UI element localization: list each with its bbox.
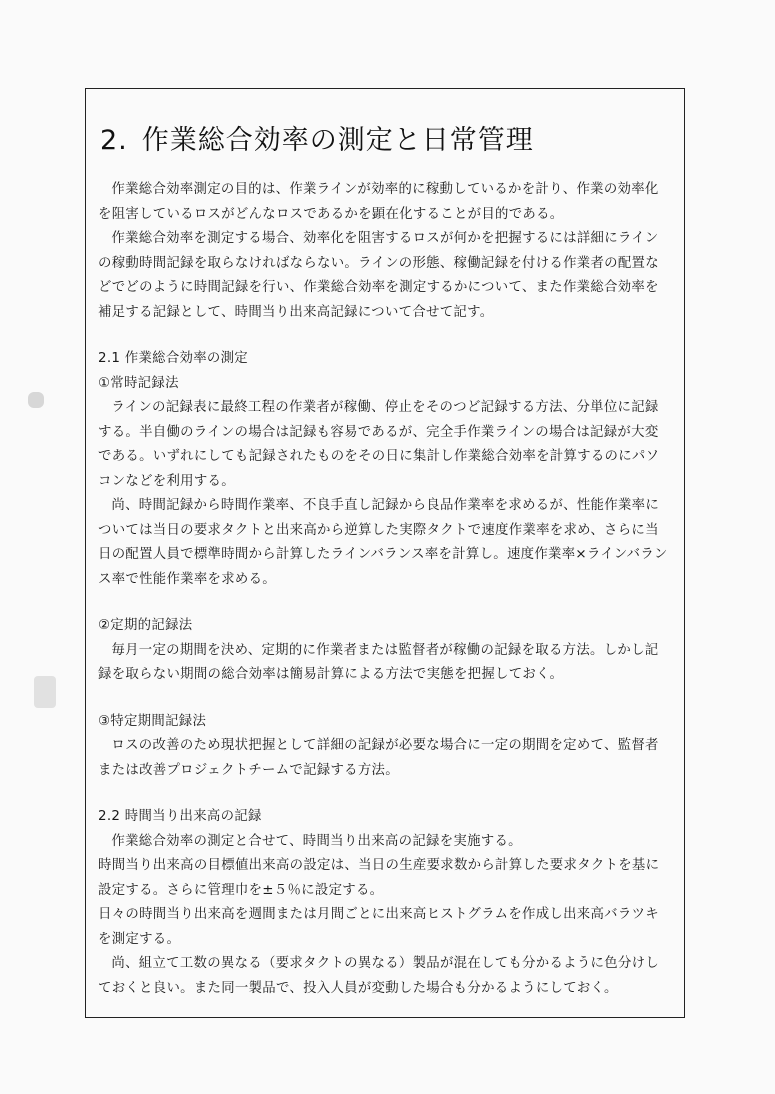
scan-mark	[34, 676, 56, 708]
scan-mark	[28, 392, 44, 408]
section-heading-2-1: 2.1 作業総合効率の測定	[98, 351, 248, 366]
method-paragraph: ロスの改善のため現状把握として詳細の記録が必要な場合に一定の期間を定めて、監督者または改善プロジェクトチームで記録する方法。	[98, 738, 659, 778]
method-heading-2: ②定期的記録法	[98, 618, 193, 633]
section-heading-2-2: 2.2 時間当り出来高の記録	[98, 809, 262, 824]
intro-paragraph: 作業総合効率を測定する場合、効率化を阻害するロスが何かを把握するには詳細にラインの稼動時間記録を取らなければならない。ラインの形態、稼働記録を付ける作業者の配置などでどのように時間記録を行い、作業総合効率を測定するかについて、また作業総合効率を補足する記録として、時間当り出来高記録について合せて記す。	[98, 231, 659, 320]
title-text: 作業総合効率の測定と日常管理	[141, 125, 534, 156]
section-lead: 作業総合効率の測定と合せて、時間当り出来高の記録を実施する。	[111, 833, 522, 849]
title-number: 2.	[100, 125, 128, 156]
section-closing: 尚、組立て工数の異なる（要求タクトの異なる）製品が混在しても分かるように色分けしておくと良い。また同一製品で、投入人員が変動した場合も分かるようにしておく。	[98, 956, 660, 996]
method-heading-1: ①常時記録法	[98, 375, 179, 391]
method-paragraph: ラインの記録表に最終工程の作業者が稼働、停止をそのつど記録する方法、分単位に記録する。半自働のラインの場合は記録も容易であるが、完全手作業ラインの場合は記録が大変である。いずれにしても記録されたものをその日に集計し作業総合効率を計算するのにパソコンなどを利用する。	[98, 400, 660, 489]
method-paragraph: 尚、時間記録から時間作業率、不良手直し記録から良品作業率を求めるが、性能作業率については当日の要求タクトと出来高から逆算した実際タクトで速度作業率を求め、さらに当日の配置人員で標準時間から計算したラインバランス率を計算し。速度作業率×ラインバランス率で性能作業率を求める。	[98, 498, 668, 587]
intro-paragraph: 作業総合効率測定の目的は、作業ラインが効率的に稼動しているかを計り、作業の効率化を阻害しているロスがどんなロスであるかを顕在化することが目的である。	[98, 182, 659, 222]
document-body	[98, 178, 668, 1001]
section-line: 日々の時間当り出来高を週間または月間ごとに出来高ヒストグラムを作成し出来高バラツキを測定する。	[98, 907, 659, 947]
method-heading-3: ③特定期間記録法	[98, 713, 207, 729]
method-paragraph: 毎月一定の期間を決め、定期的に作業者または監督者が稼働の記録を取る方法。しかし記録を取らない期間の総合効率は簡易計算による方法で実態を把握しておく。	[98, 642, 659, 682]
page-title	[100, 118, 534, 157]
section-line: 時間当り出来高の目標値出来高の設定は、当日の生産要求数から計算した要求タクトを基に設定する。さらに管理巾を±５％に設定する。	[98, 858, 660, 898]
